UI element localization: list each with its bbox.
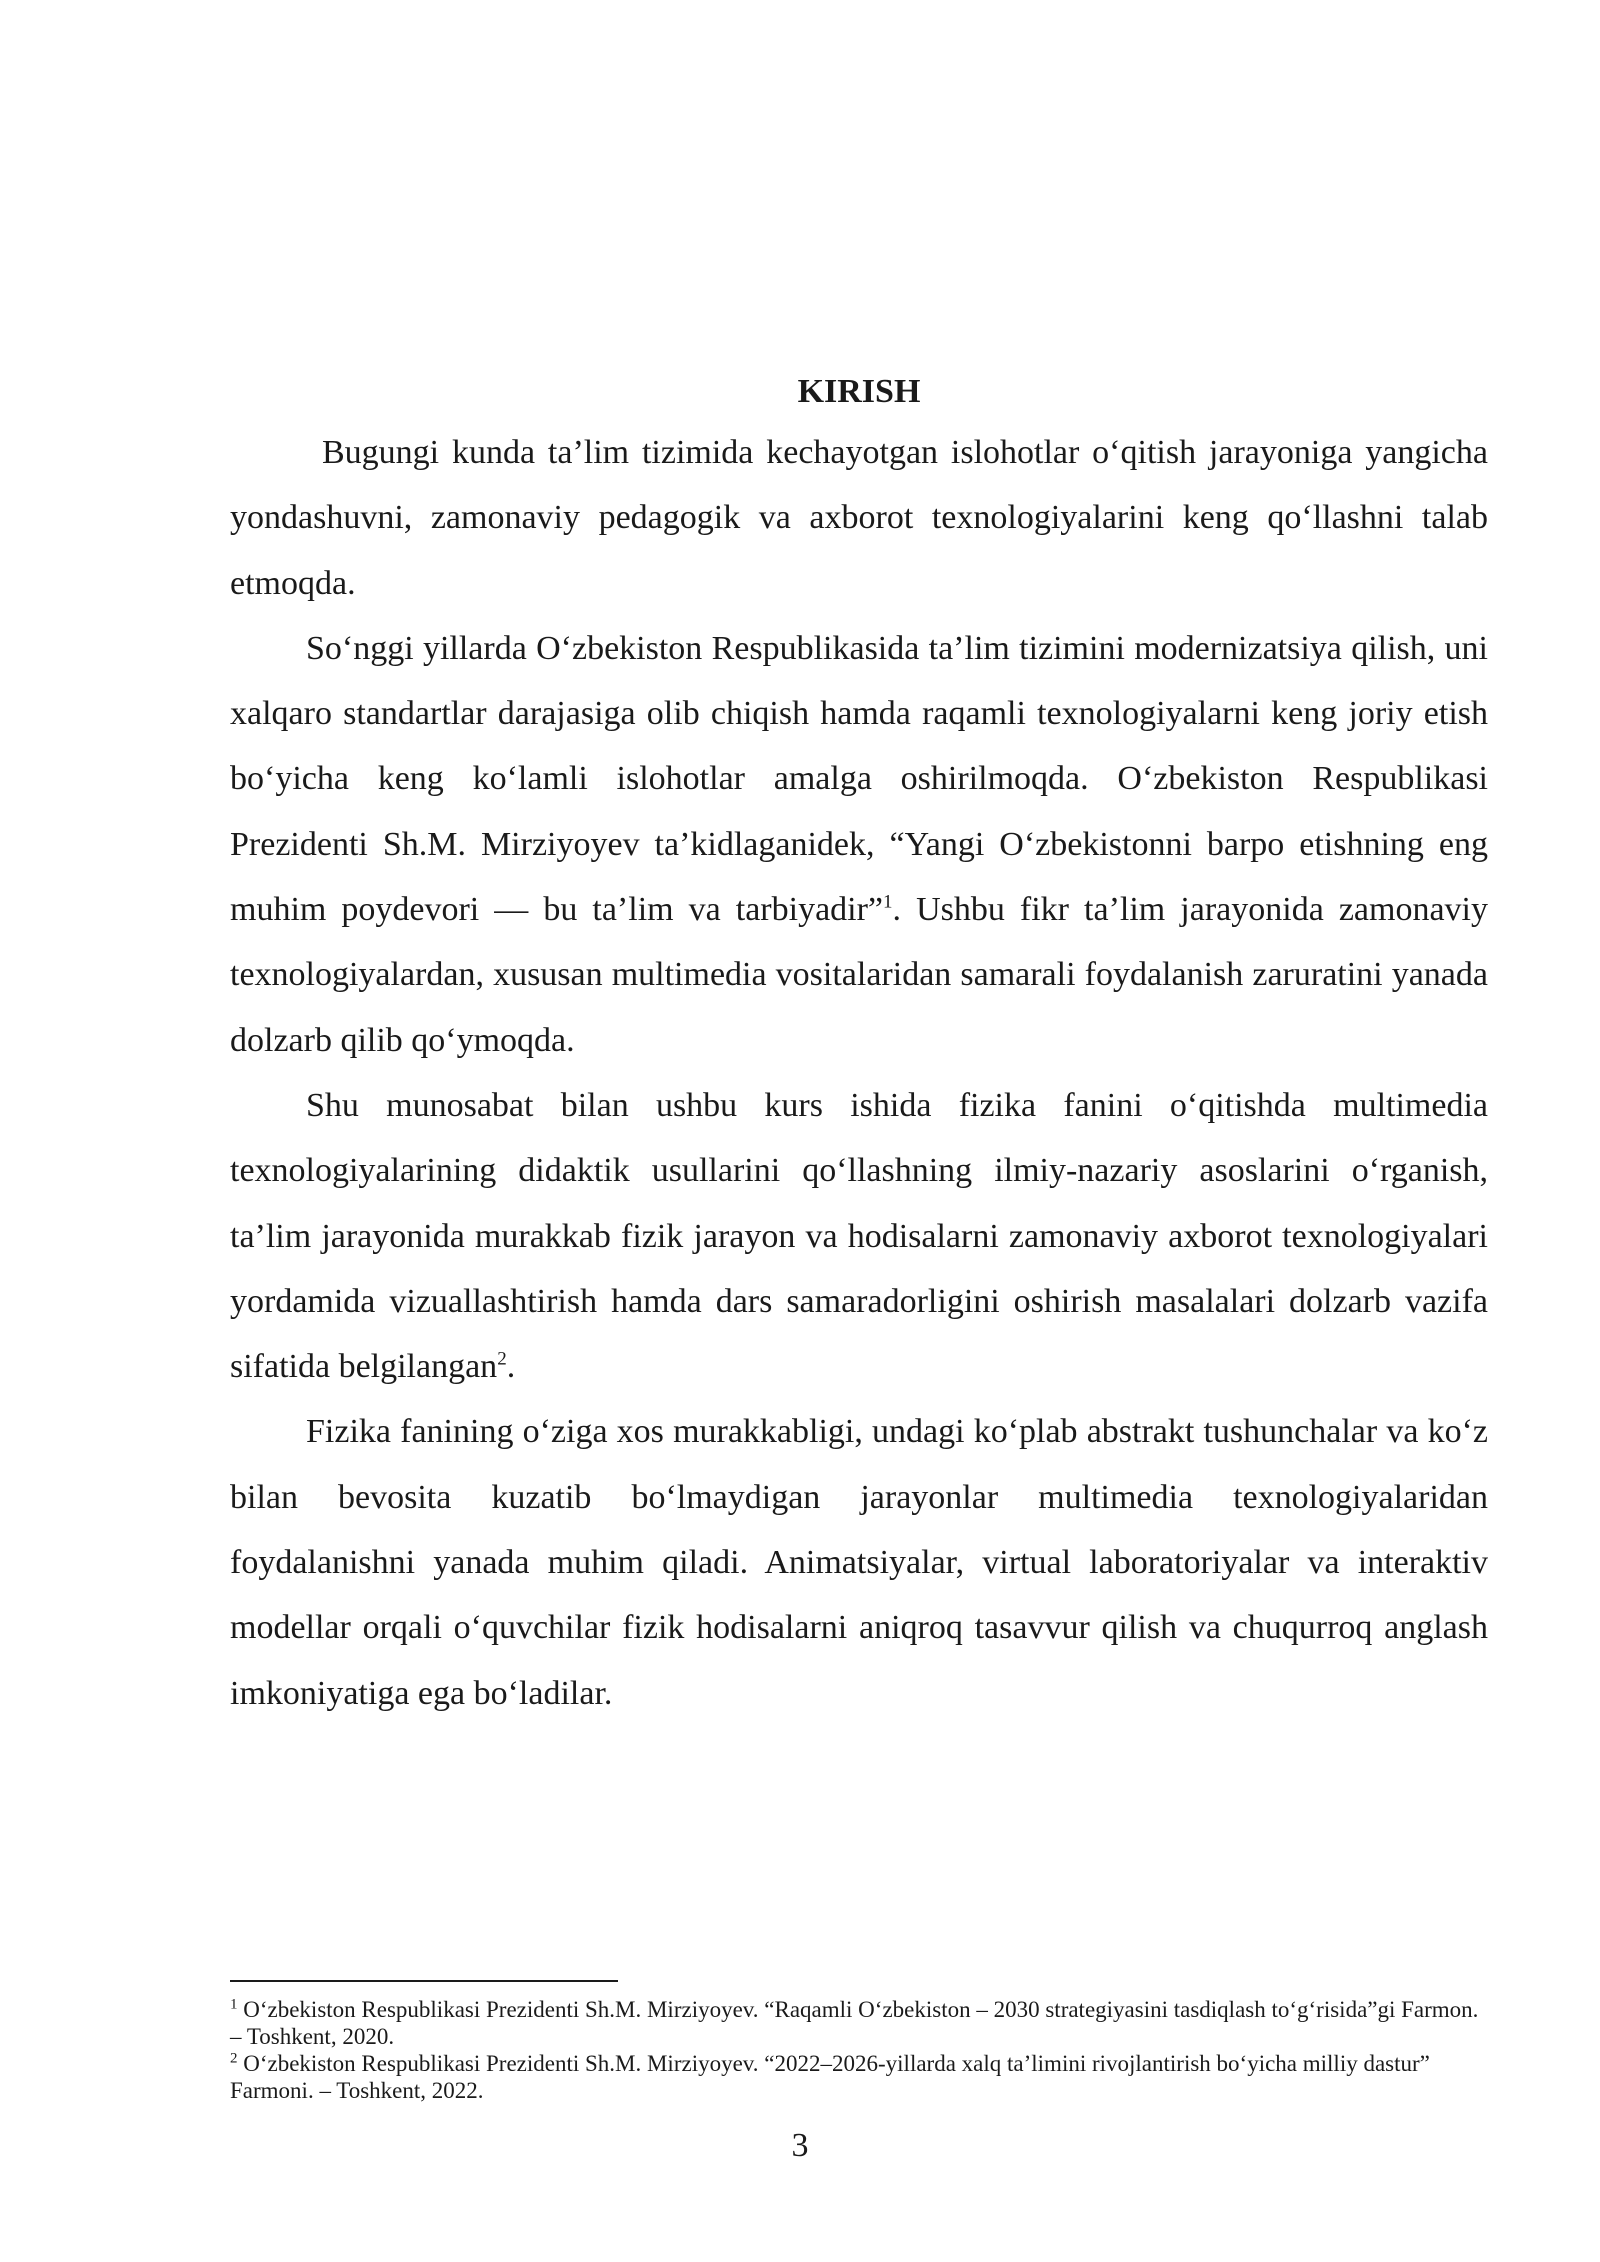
paragraph-3-text-a: Shu munosabat bilan ushbu kurs ishida fizika fanini o‘qitishda multimedia texnologiyalarining didaktik usullarini qo‘llashning ilmiy-nazariy asoslarini o‘rganish, ta’lim jarayonida murakkab fizik jarayon va hodisalarni zamonaviy axborot texnologiyalari yordamida vizuallashtirish hamda dars samaradorligini oshirish masalalari dolzarb vazifa sifatida belgilangan [230,1086,1488,1386]
paragraph-2-text-a: So‘nggi yillarda O‘zbekiston Respublikasida ta’lim tizimini modernizatsiya qilish, uni xalqaro standartlar darajasiga olib chiqish hamda raqamli texnologiyalarni keng joriy etish bo‘yicha keng ko‘lamli islohotlar amalga oshirilmoqda. O‘zbekiston Respublikasi Prezidenti Sh.M. Mirziyoyev ta’kidlaganidek, “Yangi O‘zbekistonni barpo etishning eng muhim poydevori — bu ta’lim va tarbiyadir” [230,629,1488,929]
footnote-2 [230,2050,1490,2104]
paragraph-2 [230,616,1488,1073]
footnote-separator [230,1980,618,1982]
paragraph-3 [230,1073,1488,1399]
footnote-marker-2: 2 [230,2050,238,2067]
footnotes [230,1996,1490,2104]
footnote-1-text: O‘zbekiston Respublikasi Prezidenti Sh.M. Mirziyoyev. “Raqamli O‘zbekiston – 2030 strategiyasini tasdiqlash to‘g‘risida”gi Farmon. – Toshkent, 2020. [230,1997,1479,2049]
section-heading: KIRISH [797,373,921,410]
footnote-1 [230,1996,1490,2050]
paragraph-4: Fizika fanining o‘ziga xos murakkabligi, undagi ko‘plab abstrakt tushunchalar va ko‘z bilan bevosita kuzatib bo‘lmaydigan jarayonlar multimedia texnologiyalaridan foydalanishni yanada muhim qiladi. Animatsiyalar, virtual laboratoriyalar va interaktiv modellar orqali o‘quvchilar fizik hodisalarni aniqroq tasavvur qilish va chuqurroq anglash imkoniyatiga ega bo‘ladilar. [230,1413,1488,1712]
paragraph-3-text-b: . [506,1348,516,1386]
paragraph-1: Bugungi kunda ta’lim tizimida kechayotgan islohotlar o‘qitish jarayoniga yangicha yondashuvni, zamonaviy pedagogik va axborot texnologiyalarini keng qo‘llashni talab etmoqda. [230,434,1488,602]
footnote-ref-2: 2 [497,1348,507,1370]
footnote-marker-1: 1 [230,1996,238,2013]
body-text [230,420,1488,1726]
footnote-ref-1: 1 [883,891,893,913]
paragraph-2-text-b: . Ushbu fikr ta’lim jarayonida zamonaviy texnologiyalardan, xususan multimedia vositalaridan samarali foydalanish zaruratini yanada dolzarb qilib qo‘ymoqda. [230,891,1488,1059]
footnote-2-text: O‘zbekiston Respublikasi Prezidenti Sh.M. Mirziyoyev. “2022–2026-yillarda xalq ta’limini rivojlantirish bo‘yicha milliy dastur” Farmoni. – Toshkent, 2022. [230,2051,1430,2103]
page-number: 3 [791,2127,809,2164]
